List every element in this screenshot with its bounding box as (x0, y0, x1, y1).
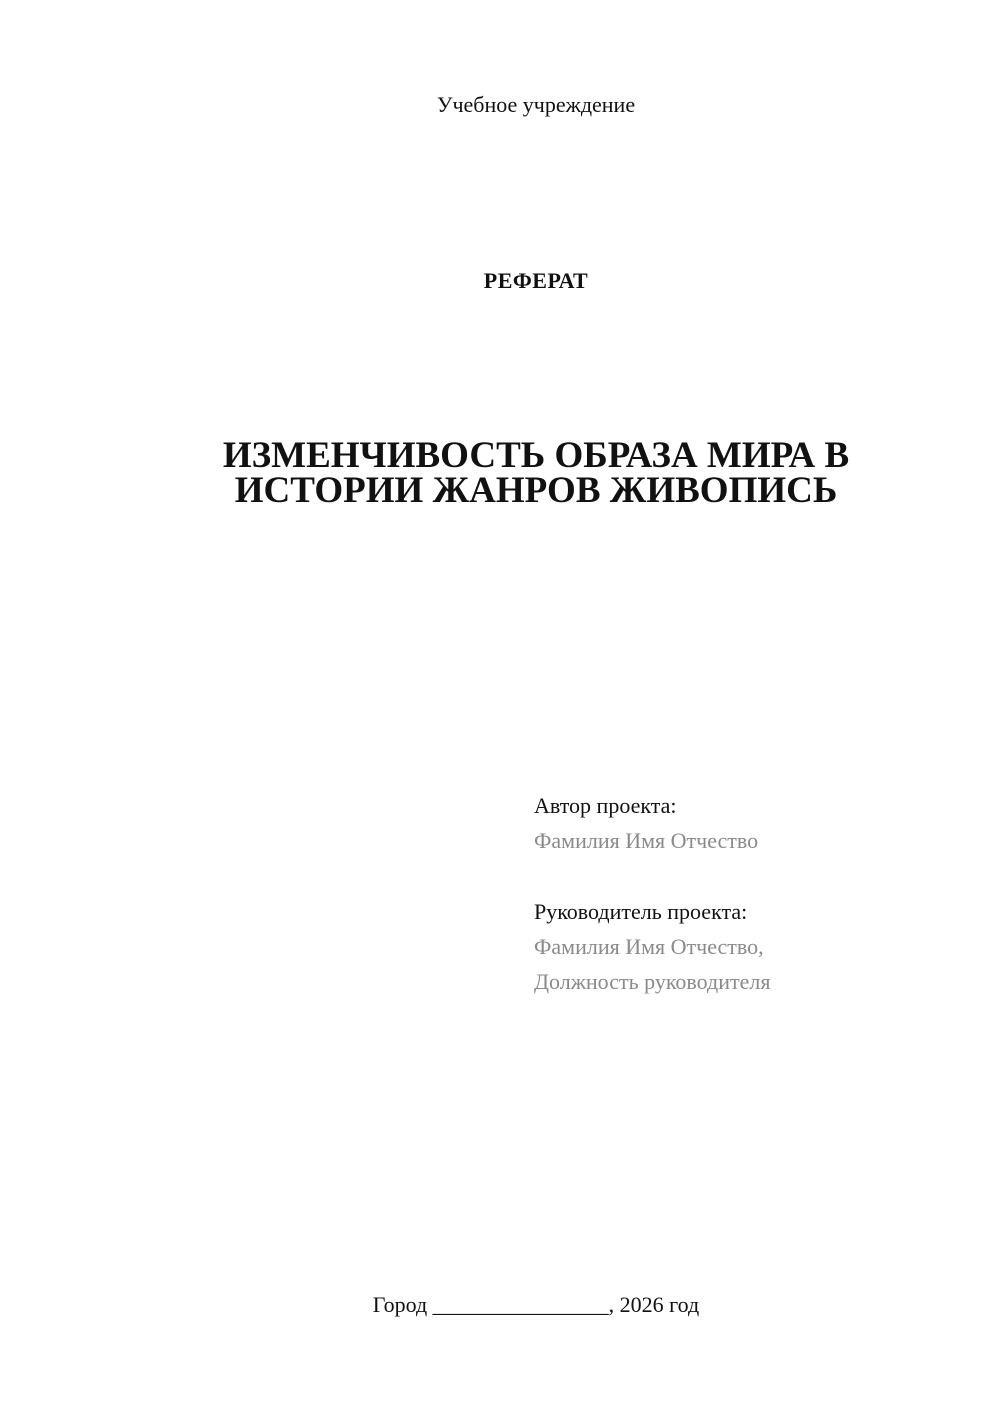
supervisor-name-placeholder: Фамилия Имя Отчество, (534, 934, 764, 959)
institution-name: Учебное учреждение (436, 92, 636, 117)
supervisor-position-placeholder: Должность руководителя (534, 969, 771, 994)
author-name-placeholder: Фамилия Имя Отчество (534, 828, 759, 853)
document-title (0, 435, 1000, 511)
author-label: Автор проекта: (534, 793, 677, 818)
credits-spacer (534, 858, 974, 894)
footer-city-year (0, 1292, 1000, 1318)
credits-block (534, 788, 974, 999)
document-title-line-1: ИЗМЕНЧИВОСТЬ ОБРАЗА МИРА В (222, 435, 850, 476)
document-type: РЕФЕРАТ (483, 268, 589, 293)
footer-city-blank: ________________ (432, 1292, 609, 1317)
footer-city-label: Город (372, 1292, 428, 1317)
footer-year: , 2026 год (608, 1292, 700, 1317)
document-title-line-2: ИСТОРИИ ЖАНРОВ ЖИВОПИСЬ (234, 470, 838, 511)
supervisor-label: Руководитель проекта: (534, 899, 748, 924)
